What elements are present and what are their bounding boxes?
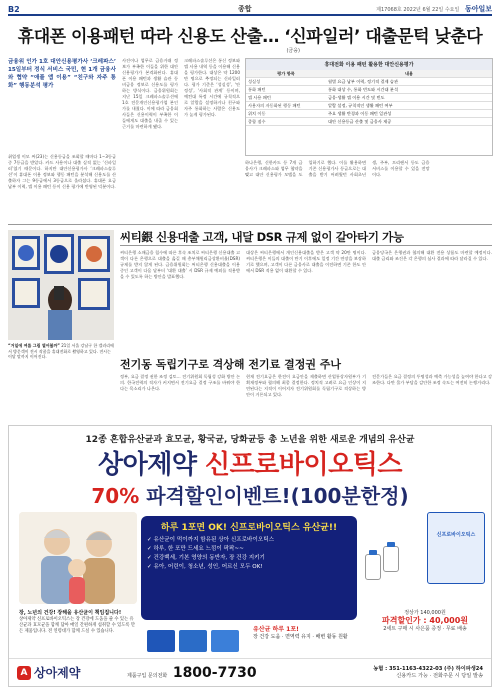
table-row	[246, 94, 492, 102]
issue-number: 제17068호	[376, 7, 402, 13]
logo-icon: A	[17, 666, 31, 680]
photo-caption	[8, 343, 114, 360]
table-header-cell: 평가 항목	[246, 70, 326, 78]
table-cell: 성실성	[246, 78, 326, 86]
table-row	[246, 86, 492, 94]
ad-product-image	[365, 512, 485, 608]
ad-brand-name: 상아제약	[98, 450, 197, 480]
info-table-grid	[246, 70, 492, 126]
table-cell: 금융·생활 앱 이용 시간 및 빈도	[326, 94, 492, 102]
ad-event-percent: 70%	[91, 484, 140, 508]
table-cell: 주요 생활 반경과 이동 패턴 일관성	[326, 110, 492, 118]
gallery-photo	[8, 230, 114, 340]
ad-brand	[9, 444, 491, 481]
ad-product-box	[427, 512, 485, 584]
table-header-cell: 내용	[326, 70, 492, 78]
ad-badge	[253, 626, 357, 658]
table-cell: 대안 신용등급 산출 및 금융사 제공	[326, 118, 492, 126]
article-2-headline: 씨티銀 신용대출 고객, 내달 DSR 규제 없이 갈아타기 가능	[120, 230, 404, 244]
article-2-col-2: 대상은 씨티은행에서 개인신용대출을 받은 고객 약 20만 명이다. 씨티은행은 이들의 대출이 만기 이후에도 일정 기간 연장을 보장하기로 했으며, 고객이 다른 금융사로 대출을 이전하면 기존 한도 안에서 DSR 적용 없이 대환할 수 있다.	[246, 250, 366, 273]
family-illustration	[19, 512, 137, 604]
ad-feature-box	[141, 516, 357, 620]
article-1-byline: (금융)	[286, 48, 300, 54]
ad-feature-text: 유아, 어린이, 청소년, 성인, 어르신 모두 OK!	[153, 564, 263, 570]
ad-bank-account: 농협 : 351-1163-4322-03 (주) 하이파생24	[373, 665, 483, 672]
issue-info	[376, 4, 492, 14]
table-cell: 위치 이동	[246, 110, 326, 118]
ad-price-regular: 정상가 140,000원	[404, 610, 446, 616]
advertisement[interactable]	[8, 425, 492, 687]
ad-bottles	[365, 532, 405, 584]
ad-price-sale: 파격할인가 : 40,000원	[381, 616, 468, 625]
issue-date: 2022년 6월 22일 수요일	[403, 7, 460, 13]
ad-feature-item: ✓ 유산균이 먹이까지 함유된 상아 신프로바이오틱스	[147, 537, 275, 543]
table-row	[246, 102, 492, 110]
article-3-col-2: 현재 전기요금은 한전이 요금안을 제출하면 산업통상자원부가 기획재정부와 협의해 최종 결정한다. 정치적 고려로 요금 인상이 지연된다는 지적이 이어지자 전기위원회를 독립기구로 격상하는 방안이 거론되고 있다.	[246, 374, 366, 397]
photo-caption-title: “거일에 여름 그림 열어볼까”	[8, 343, 60, 348]
article-1-col-3: 크레파스솔루션은 통신 정보와 앱 사용 내역 등을 이용해 신용을 평가한다. 대상은 약 1200만 명으로 추정되는 신파일러다. 평가 기준은 ‘성실성’, ‘안정성’, ‘사회적 관계’ 등이며, 예컨대 특정 시간에 규칙적으로 알람을 설정하거나 친구와 자주 통화하는 사람은 신용도가 높게 평가된다.	[184, 58, 240, 117]
article-2-col-1: 씨티은행 소매금융 철수에 따른 후속 조치로 씨티은행 신용대출 고객이 다른 은행으로 대출을 옮길 때 총부채원리금상환비율(DSR) 규제를 받지 않게 된다. 금융위원회는 씨티은행 신용대출을 이용 중인 고객이 다음 달부터 ‘대환 대출’ 시 DSR 규제 예외를 적용받을 수 있도록 하는 방안을 발표했다.	[120, 250, 240, 279]
table-row	[246, 118, 492, 126]
section-divider	[8, 224, 492, 225]
ad-event	[9, 480, 491, 509]
ad-price	[365, 610, 485, 633]
gallery-illustration	[8, 230, 114, 340]
table-cell: 통화 패턴	[246, 86, 326, 94]
table-cell: 앱 사용 패턴	[246, 94, 326, 102]
ad-description-text: 상아제약 신프로바이오틱스는 장 건강에 도움을 줄 수 있는 유산균과 효모균을 함께 담아 매일 간편하게 섭취할 수 있도록 만든 제품입니다. 전 연령대가 함께 드실 수 있습니다.	[19, 617, 136, 634]
ad-phone-label: 제품구입 문의전화	[127, 672, 168, 679]
ad-footer-logo	[17, 664, 127, 681]
table-header-row	[246, 70, 492, 78]
ad-sachets	[145, 626, 245, 656]
ad-event-text: 파격할인이벤트!(100분한정)	[139, 484, 409, 508]
table-row	[246, 110, 492, 118]
article-1-lead: 금융위 인가 1호 대안신용평가사 ‘크레파스’ 15일부터 정식 서비스 국민, 현 1개 금융사와 협약 “애플 앱 이용” “친구와 자주 통화” 행동분석 평가	[8, 59, 116, 89]
photo-caption-text: 21일 서울 강남구 한 갤러리에서 방문객이 전시 작품을 휴대전화로 촬영하고 있다. 전시는 이달 말까지 이어진다.	[8, 343, 114, 359]
page-number: B2	[8, 4, 20, 14]
table-cell: 월별 요금 납부 이력, 정기적 결제 습관	[326, 78, 492, 86]
ad-people-photo	[19, 512, 137, 604]
masthead	[8, 4, 492, 16]
article-1-col-4: 하나은행, 신한카드 등 7개 금융사가 크레파스와 업무 협약을 맺고 대안 신용평가 모델을 도입하기로 했다. 이를 활용하면 기존 신용평가사 등급으로는 대출을 받기 어려웠던 사회초년생, 주부, 프리랜서 등도 금융 서비스를 이용할 수 있을 전망이다.	[245, 160, 430, 177]
article-1-headline: 휴대폰 이용패턴 따라 신용도 산출… ‘신파일러’ 대출문턱 낮춘다	[17, 27, 483, 47]
ad-price-note: 2세트 구매 시 사은품 증정 · 무료 배송	[383, 626, 467, 632]
table-row	[246, 78, 492, 86]
ad-product-name: 신프로바이오틱스	[205, 450, 402, 480]
ad-description-title: 장, 노년의 건강! 장해을 유산균이 책임집니다!	[19, 610, 122, 616]
ad-feature-item: ✓ 하루, 한 포만 드세요 느낌이 팍팍~~	[147, 546, 244, 552]
ad-bank-info	[277, 666, 483, 680]
ad-description	[19, 610, 137, 635]
ad-product-box-label: 신프로바이오틱스	[436, 532, 476, 538]
ad-badge-title: 유산균 하루 1포!	[253, 626, 299, 633]
ad-feature-title: 하루 1포면 OK! 신프로바이오틱스 유산균!!	[160, 523, 338, 533]
ad-feature-item: ✓ 건강백세, 기본 영양의 동반자, 장 건강 지키기	[147, 555, 265, 561]
info-table	[245, 58, 493, 156]
table-cell: 종합 점수	[246, 118, 326, 126]
paper-name: 동아일보	[464, 5, 492, 13]
section-name: 종합	[238, 5, 252, 13]
article-3-headline: 전기동 독립기구로 격상해 전기료 결정권 주나	[120, 358, 342, 371]
ad-top-line: 12종 혼합유산균과 효모균, 황국균, 당화균등 총 노년을 위한 새로운 개념의 유산균	[85, 435, 415, 445]
article-2-col-3: 금융당국은 은행권과 협의해 대환 전용 상품도 마련할 예정이다. 대출 금리와 조건은 각 은행의 심사 결과에 따라 달라질 수 있다.	[372, 250, 492, 261]
ad-feature-text: 유산균이 먹이까지 함유된 상아 신프로바이오틱스	[153, 537, 275, 543]
bottle-icon	[365, 554, 381, 580]
ad-badge-text: 장 건강 도움 · 면역력 유지 · 배변 활동 원활	[253, 634, 348, 640]
table-cell: 알람 설정, 규칙적인 생활 패턴 여부	[326, 102, 492, 110]
info-table-title: 휴대전화 이용 패턴 활용한 대안신용평가	[246, 59, 492, 70]
ad-footer	[9, 658, 491, 686]
table-cell: 통화 대상 수, 통화 빈도와 시간대 분석	[326, 86, 492, 94]
article-3-col-1: 정부, 요금 결정 권한 조정 검토… 전기위원회 독립성 강화 방안 논의. 한국전력의 적자가 커지면서 전기요금 결정 구조를 바꿔야 한다는 목소리가 나온다.	[120, 374, 240, 391]
sachet-icon	[145, 626, 245, 656]
article-3-col-3: 전문가들은 요금 결정의 투명성과 예측 가능성을 높여야 한다고 강조한다. 다만 물가 부담을 감안한 조정 속도는 여전히 논쟁거리다.	[372, 374, 492, 385]
article-2-rule	[120, 245, 492, 246]
ad-bank-note: 신용카드 가능 · 전화주문 시 당일 발송	[396, 672, 483, 679]
ad-feature-text: 건강백세, 기본 영양의 동반자, 장 건강 지키기	[153, 555, 265, 561]
bottle-icon	[383, 546, 399, 572]
article-1-col-1: 취업생 이모 씨(23)는 신용등급을 조회할 때마다 1∼3등급 중 7등급을 받았다. 카드 사용이나 대출 실적 없는 ‘신파일러’였기 때문이다. 하지만 대안신용평가사 ‘크레파스솔루션’이 휴대폰 이용 정보와 행동 패턴을 분석해 신용도를 산출하자 그는 9등급에서 3등급으로 올라섰다. 휴대폰 요금 납부 이력, 앱 이용 패턴 등이 신용 평가에 반영된 덕분이다.	[8, 154, 116, 189]
ad-feature-item: ✓ 유아, 어린이, 청소년, 성인, 어르신 모두 OK!	[147, 564, 263, 570]
ad-phone[interactable]	[127, 665, 277, 681]
article-1-col-2: 사진이나 업무로 금융거래 정보가 부족한 이들을 위한 대안신용평가가 본격화된다. 휴대폰 이용 패턴과 생활 습관 등 비금융 정보로 신용도를 평가하는 방식이다. 금융위원회는 지난 15일 크레파스솔루션에 1호 전문개인신용평가업 본인가를 내줬다. 이에 따라 금융회사들은 신용이력이 부족한 이들에게도 대출을 내줄 수 있는 근거를 마련하게 됐다.	[122, 58, 178, 129]
ad-footer-brand: 상아제약	[34, 666, 81, 680]
table-cell: 사용자의 자동화된 행동 패턴	[246, 102, 326, 110]
ad-feature-text: 하루, 한 포만 드세요 느낌이 팍팍~~	[153, 546, 244, 552]
ad-phone-number[interactable]: 1800-7730	[172, 664, 257, 681]
